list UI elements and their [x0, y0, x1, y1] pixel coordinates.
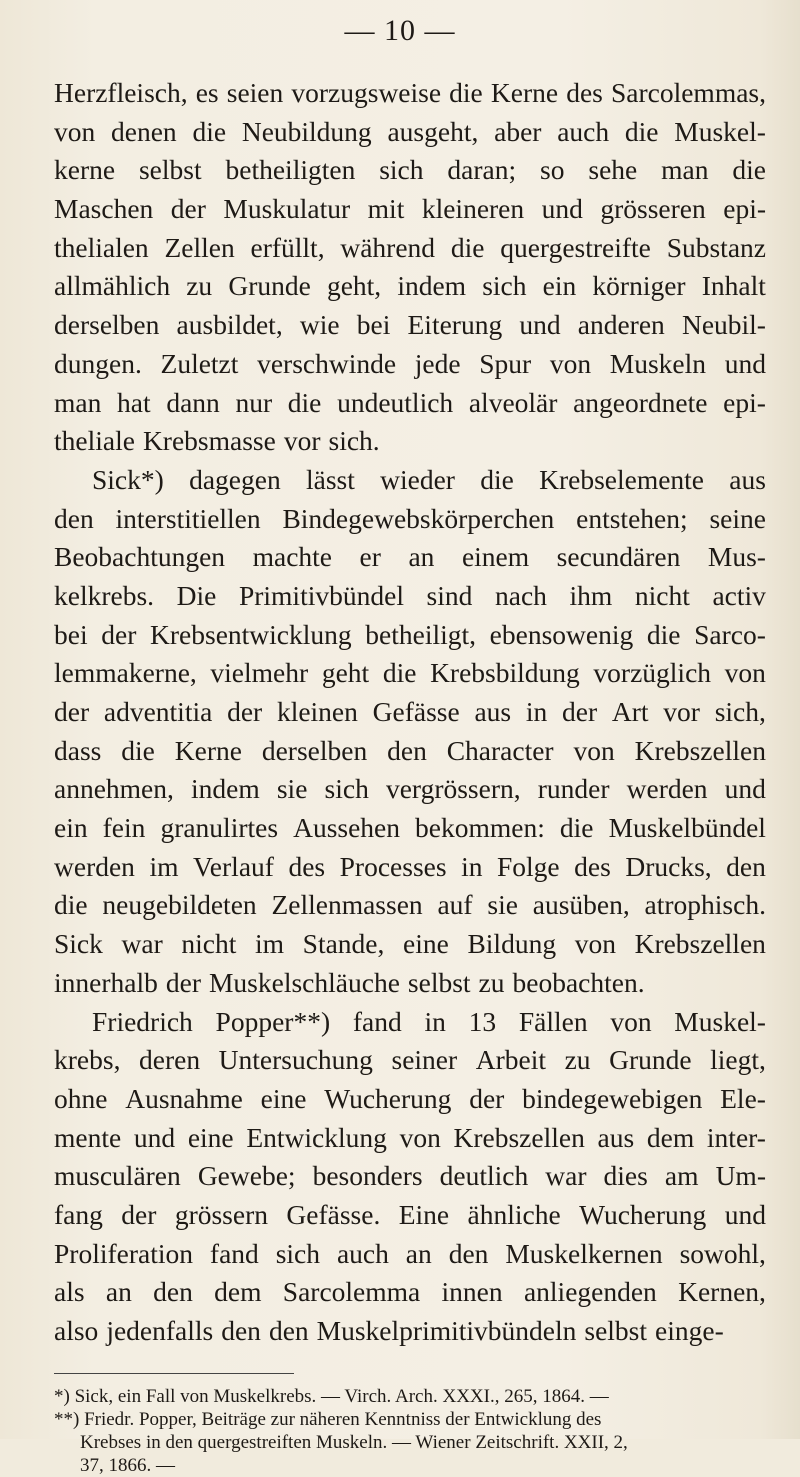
text-line: ein fein granulirtes Aussehen bekommen: die Muskelbündel [54, 812, 766, 844]
text-line: Friedrich Popper**) fand in 13 Fällen von Muskel- [92, 1005, 766, 1037]
text-line: ohne Ausnahme eine Wucherung der bindegewebigen Ele- [54, 1082, 766, 1114]
body-text [54, 74, 766, 1351]
text-line: mente und eine Entwicklung von Krebszellen aus dem inter- [54, 1121, 766, 1153]
text-line: den interstitiellen Bindegewebskörperchen entstehen; seine [54, 502, 766, 534]
text-line: werden im Verlauf des Processes in Folge des Drucks, den [54, 850, 766, 882]
text-line: musculären Gewebe; besonders deutlich war dies am Um- [54, 1160, 766, 1192]
footnote-line: 37, 1866. — [80, 1455, 175, 1476]
footnote [54, 1385, 766, 1408]
text-line: allmählich zu Grunde geht, indem sich ein körniger Inhalt [54, 270, 766, 302]
text-line: Herzfleisch, es seien vorzugsweise die Kerne des Sarcolemmas, [54, 77, 766, 108]
text-line: als an den dem Sarcolemma innen anliegenden Kernen, [54, 1276, 766, 1308]
text-line: kelkrebs. Die Primitivbündel sind nach ihm nicht activ [54, 579, 766, 611]
footnote-line: Krebses in den quergestreiften Muskeln. — Wiener Zeitschrift. XXII, 2, [80, 1432, 628, 1453]
paragraph [54, 1003, 766, 1351]
text-line: krebs, deren Untersuchung seiner Arbeit zu Grunde liegt, [54, 1044, 766, 1076]
text-line: der adventitia der kleinen Gefässe aus in der Art vor sich, [54, 696, 766, 727]
text-line: lemmakerne, vielmehr geht die Krebsbildung vorzüglich von [54, 657, 766, 689]
text-line: also jedenfalls den den Muskelprimitivbündeln selbst einge- [54, 1315, 724, 1346]
text-line: Sick*) dagegen lässt wieder die Krebselemente aus [92, 463, 766, 495]
text-line: dungen. Zuletzt verschwinde jede Spur von Muskeln und [54, 347, 766, 379]
footnote-divider [54, 1373, 294, 1374]
footnotes [54, 1385, 766, 1477]
text-line: die neugebildeten Zellenmassen auf sie ausüben, atrophisch. [54, 889, 766, 921]
footnote [54, 1408, 766, 1477]
page-number: — 10 — [344, 14, 456, 47]
text-line: Maschen der Muskulatur mit kleineren und grösseren epi- [54, 193, 766, 225]
text-line: derselben ausbildet, wie bei Eiterung und anderen Neubil- [54, 309, 766, 341]
text-line: fang der grössern Gefässe. Eine ähnliche Wucherung und [54, 1198, 766, 1230]
text-line: Sick war nicht im Stande, eine Bildung von Krebszellen [54, 928, 766, 960]
text-line: bei der Krebsentwicklung betheiligt, ebensowenig die Sarco- [54, 618, 766, 650]
footnote-line: *) Sick, ein Fall von Muskelkrebs. — Virch. Arch. XXXI., 265, 1864. — [54, 1386, 609, 1407]
paragraph [54, 461, 766, 1003]
text-line: Beobachtungen machte er an einem secundären Mus- [54, 541, 766, 573]
text-line: von denen die Neubildung ausgeht, aber auch die Muskel- [54, 115, 766, 147]
text-line: annehmen, indem sie sich vergrössern, runder werden und [54, 773, 766, 805]
text-line: theliale Krebsmasse vor sich. [54, 425, 380, 457]
footnote-line: **) Friedr. Popper, Beiträge zur näheren Kenntniss der Entwicklung des [54, 1409, 602, 1430]
text-line: Proliferation fand sich auch an den Muskelkernen sowohl, [54, 1237, 766, 1269]
text-line: thelialen Zellen erfüllt, während die quergestreifte Substanz [54, 231, 766, 263]
text-line: man hat dann nur die undeutlich alveolär angeordnete epi- [54, 386, 766, 418]
text-line: dass die Kerne derselben den Character von Krebszellen [54, 734, 766, 766]
paragraph [54, 74, 766, 461]
text-line: innerhalb der Muskelschläuche selbst zu beobachten. [54, 966, 645, 998]
text-line: kerne selbst betheiligten sich daran; so sehe man die [54, 154, 766, 186]
